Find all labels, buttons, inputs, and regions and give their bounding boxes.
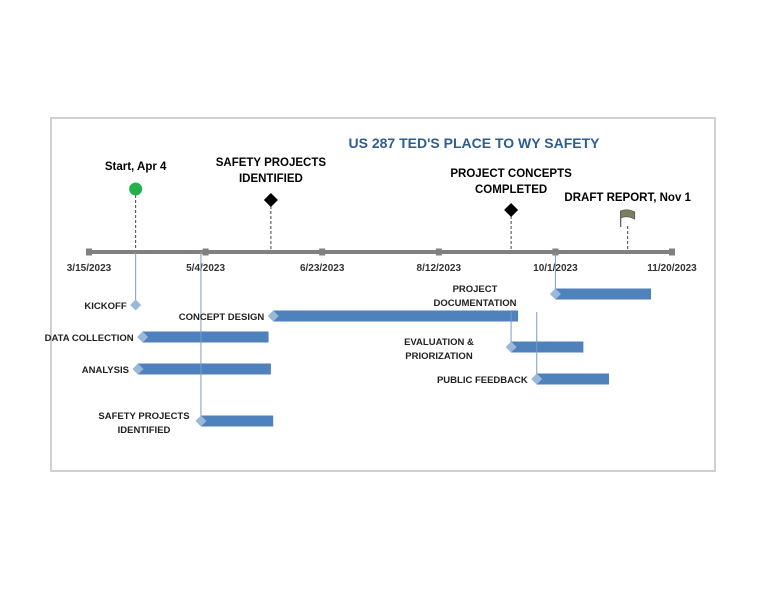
milestone-label: SAFETY PROJECTS	[215, 157, 327, 169]
milestone-label: IDENTIFIED	[238, 173, 303, 185]
task-label: SAFETY PROJECTS	[98, 411, 190, 422]
task-label: DOCUMENTATION	[433, 298, 517, 309]
task-label: DATA COLLECTION	[44, 333, 134, 344]
task-bar	[555, 289, 651, 300]
axis-tick-mark	[436, 249, 442, 256]
axis-tick-mark	[319, 249, 325, 256]
task-bar	[138, 364, 271, 375]
milestone-label: PROJECT CONCEPTS	[450, 168, 572, 180]
task-label: PRIORIZATION	[405, 351, 473, 362]
milestone-diamond-marker	[264, 193, 278, 207]
flag-icon	[621, 210, 635, 219]
task-label: CONCEPT DESIGN	[178, 312, 265, 323]
axis-tick-label: 8/12/2023	[416, 263, 462, 274]
task-label: PUBLIC FEEDBACK	[436, 375, 528, 386]
axis-tick-mark	[86, 249, 92, 256]
axis-tick-label: 6/23/2023	[299, 263, 345, 274]
task-label: IDENTIFIED	[117, 425, 171, 436]
task-label: EVALUATION &	[404, 337, 474, 348]
chart-title: US 287 TED'S PLACE TO WY SAFETY	[348, 135, 600, 151]
task-bar	[143, 332, 269, 343]
milestone-label: Start, Apr 4	[104, 161, 167, 173]
task-bar	[537, 374, 609, 385]
task-label: PROJECT	[452, 284, 498, 295]
axis-tick-label: 3/15/2023	[66, 263, 112, 274]
task-label: ANALYSIS	[81, 365, 129, 376]
task-bar	[511, 342, 583, 353]
axis-tick-mark	[203, 249, 209, 256]
milestone-label: DRAFT REPORT, Nov 1	[564, 192, 691, 204]
task-bar	[201, 416, 273, 427]
axis-tick-label: 11/20/2023	[647, 263, 697, 274]
task-label: KICKOFF	[84, 301, 127, 312]
task-start-marker	[130, 300, 141, 311]
milestone-label: COMPLETED	[474, 184, 548, 196]
milestone-circle-marker	[129, 183, 142, 196]
task-bar	[273, 311, 518, 322]
milestone-diamond-marker	[504, 203, 518, 217]
axis-tick-mark	[669, 249, 675, 256]
axis-tick-label: 10/1/2023	[533, 263, 578, 274]
axis-tick-label: 5/4/2023	[186, 263, 226, 274]
